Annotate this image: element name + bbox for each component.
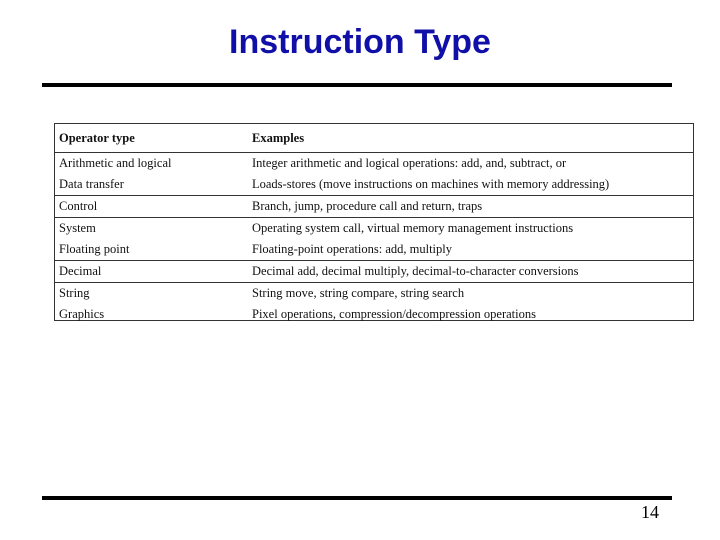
top-divider (42, 83, 672, 87)
page-number: 14 (641, 502, 659, 522)
table-row (55, 261, 693, 282)
table-row (55, 283, 693, 304)
table-header-row (55, 124, 693, 153)
header-operator-type: Operator type (59, 130, 135, 145)
row-group (55, 196, 693, 218)
examples-cell: Loads-stores (move instructions on machines with memory addressing) (252, 177, 610, 191)
row-group (55, 218, 693, 261)
examples-cell: String move, string compare, string search (252, 286, 465, 300)
examples-cell: Decimal add, decimal multiply, decimal-to-character conversions (252, 264, 579, 278)
table-row (55, 239, 693, 260)
operator-type-cell: Decimal (59, 264, 102, 278)
bottom-divider (42, 496, 672, 500)
table-row (55, 174, 693, 195)
examples-cell: Floating-point operations: add, multiply (252, 242, 452, 256)
row-group (55, 153, 693, 196)
operator-type-cell: Control (59, 199, 98, 213)
slide-title: Instruction Type (229, 23, 491, 61)
row-group (55, 283, 693, 325)
row-group (55, 261, 693, 283)
operator-type-cell: Data transfer (59, 177, 124, 191)
header-examples: Examples (252, 130, 305, 145)
table-row (55, 304, 693, 325)
operator-type-cell: String (59, 286, 90, 300)
instruction-type-table (54, 123, 694, 321)
operator-type-cell: System (59, 221, 96, 235)
table-row (55, 196, 693, 217)
examples-cell: Branch, jump, procedure call and return, traps (252, 199, 483, 213)
examples-cell: Pixel operations, compression/decompression operations (252, 307, 536, 321)
table-row (55, 218, 693, 239)
table-row (55, 153, 693, 174)
examples-cell: Operating system call, virtual memory management instructions (252, 221, 574, 235)
operator-type-cell: Graphics (59, 307, 105, 321)
operator-type-cell: Floating point (59, 242, 130, 256)
operator-type-cell: Arithmetic and logical (59, 156, 172, 170)
examples-cell: Integer arithmetic and logical operations: add, and, subtract, or (252, 156, 567, 170)
